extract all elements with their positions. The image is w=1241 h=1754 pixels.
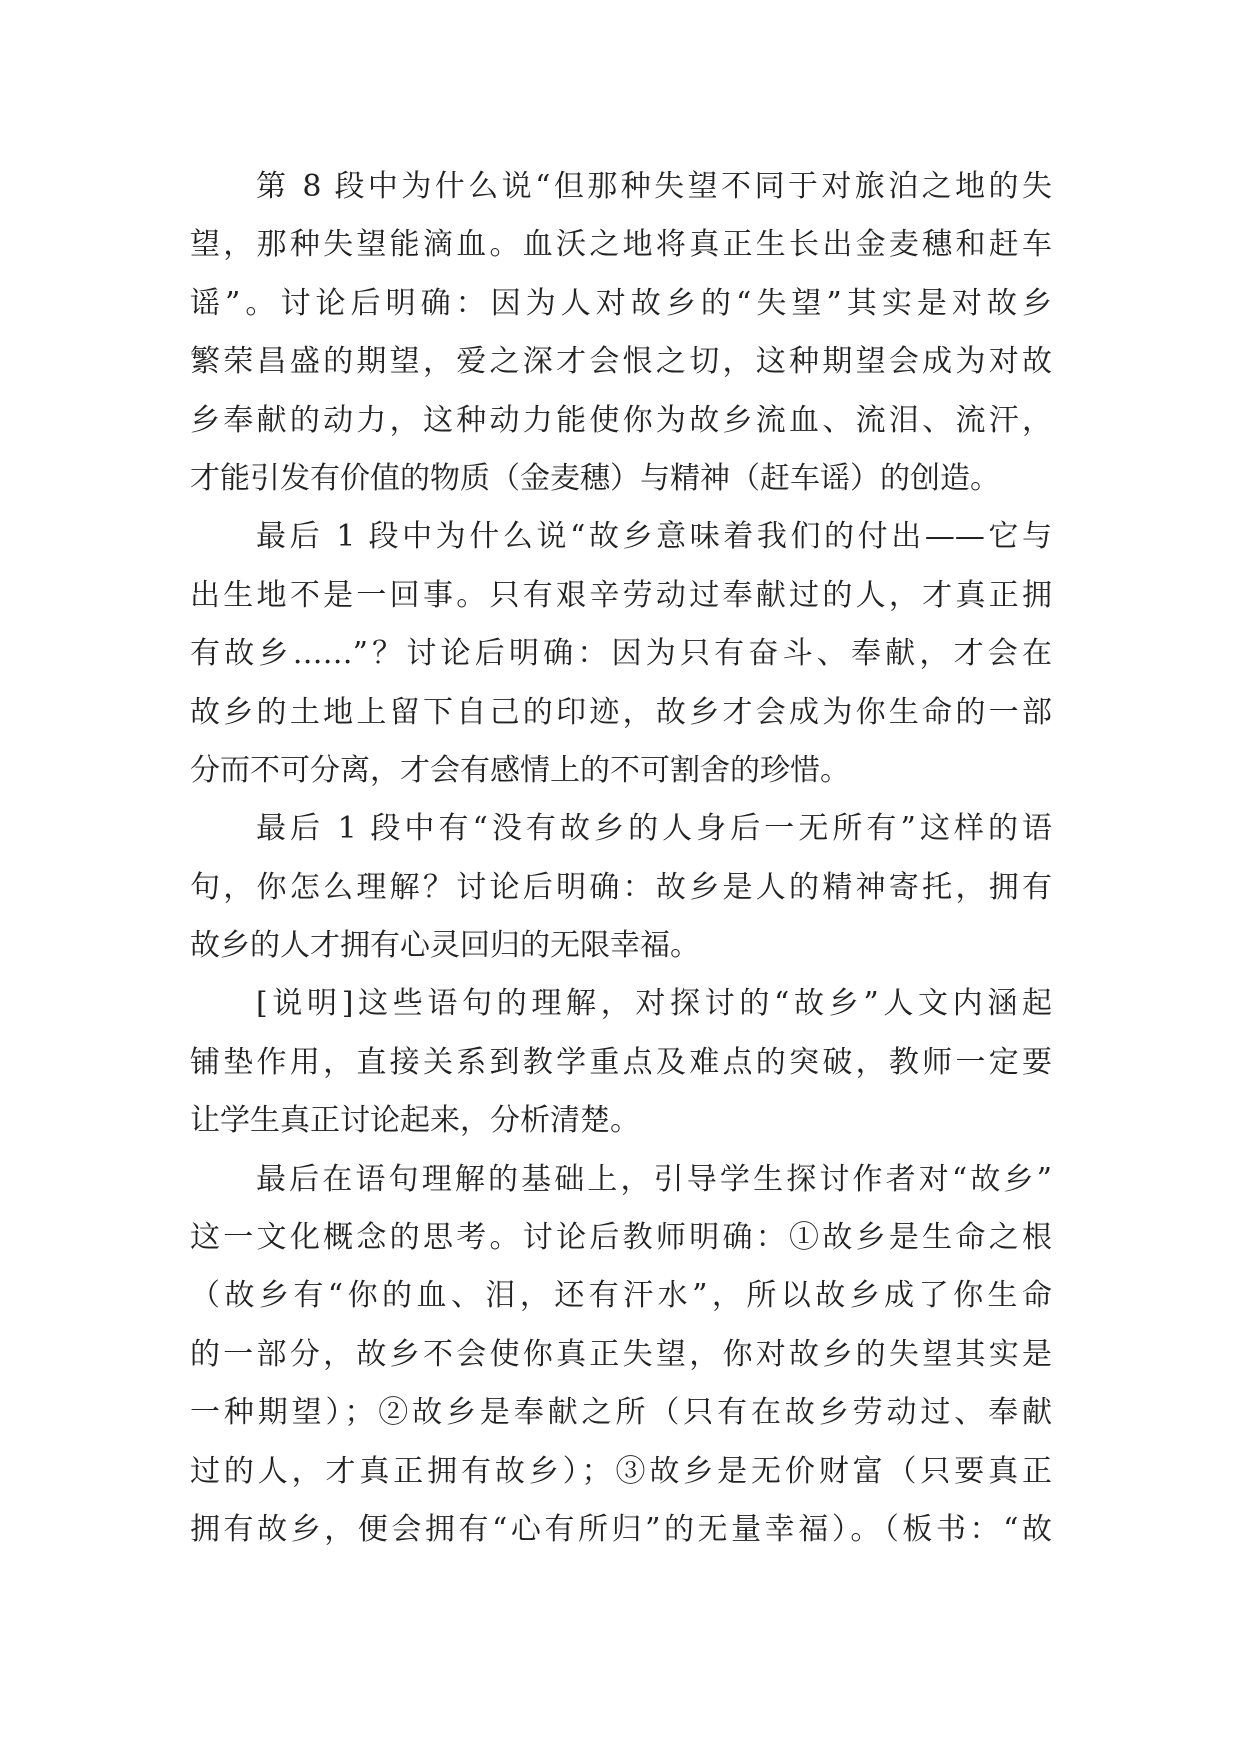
text-line: 最后在语句理解的基础上，引导学生探讨作者对“故乡” [256,1161,1052,1197]
text-line: 故乡的人才拥有心灵回归的无限幸福。 [190,928,700,964]
text-line: 有故乡……”？讨论后明确：因为只有奋斗、奉献，才会在 [190,636,1052,672]
text-line: 分而不可分离，才会有感情上的不可割舍的珍惜。 [190,752,850,788]
text-line: 铺垫作用，直接关系到教学重点及难点的突破，教师一定要 [190,1044,1052,1080]
text-line: 谣”。讨论后明确：因为人对故乡的“失望”其实是对故乡 [190,285,1052,321]
paragraph-2 [190,508,1052,800]
text-line: 最后 1 段中有“没有故乡的人身后一无所有”这样的语 [256,811,1052,847]
document-body [190,158,1052,1559]
text-line: （故乡有“你的血、泪，还有汗水”，所以故乡成了你生命 [190,1278,1052,1314]
text-line: 繁荣昌盛的期望，爱之深才会恨之切，这种期望会成为对故 [190,344,1052,380]
text-line: 过的人，才真正拥有故乡）；③故乡是无价财富（只要真正 [190,1453,1052,1489]
text-line: 拥有故乡，便会拥有“心有所归”的无量幸福）。（板书：“故 [190,1511,1052,1547]
paragraph-5 [190,1151,1052,1560]
paragraph-3 [190,800,1052,975]
paragraph-1 [190,158,1052,508]
text-line: 句，你怎么理解？讨论后明确：故乡是人的精神寄托，拥有 [190,869,1052,905]
text-line: 故乡的土地上留下自己的印迹，故乡才会成为你生命的一部 [190,694,1052,730]
text-line: 第 8 段中为什么说“但那种失望不同于对旅泊之地的失 [256,169,1052,204]
text-line: [说明]这些语句的理解，对探讨的“故乡”人文内涵起 [256,986,1052,1022]
paragraph-4-note [190,975,1052,1150]
text-line: 最后 1 段中为什么说“故乡意味着我们的付出——它与 [256,519,1052,555]
text-line: 让学生真正讨论起来，分析清楚。 [190,1103,640,1139]
text-line: 这一文化概念的思考。讨论后教师明确：①故乡是生命之根 [190,1220,1052,1256]
text-line: 出生地不是一回事。只有艰辛劳动过奉献过的人，才真正拥 [190,577,1052,613]
text-line: 望，那种失望能滴血。血沃之地将真正生长出金麦穗和赶车 [190,227,1052,263]
text-line: 一种期望）；②故乡是奉献之所（只有在故乡劳动过、奉献 [190,1395,1052,1431]
text-line: 的一部分，故乡不会使你真正失望，你对故乡的失望其实是 [190,1336,1052,1372]
text-line: 乡奉献的动力，这种动力能使你为故乡流血、流泪、流汗， [190,402,1052,438]
text-line: 才能引发有价值的物质（金麦穗）与精神（赶车谣）的创造。 [190,460,1000,496]
